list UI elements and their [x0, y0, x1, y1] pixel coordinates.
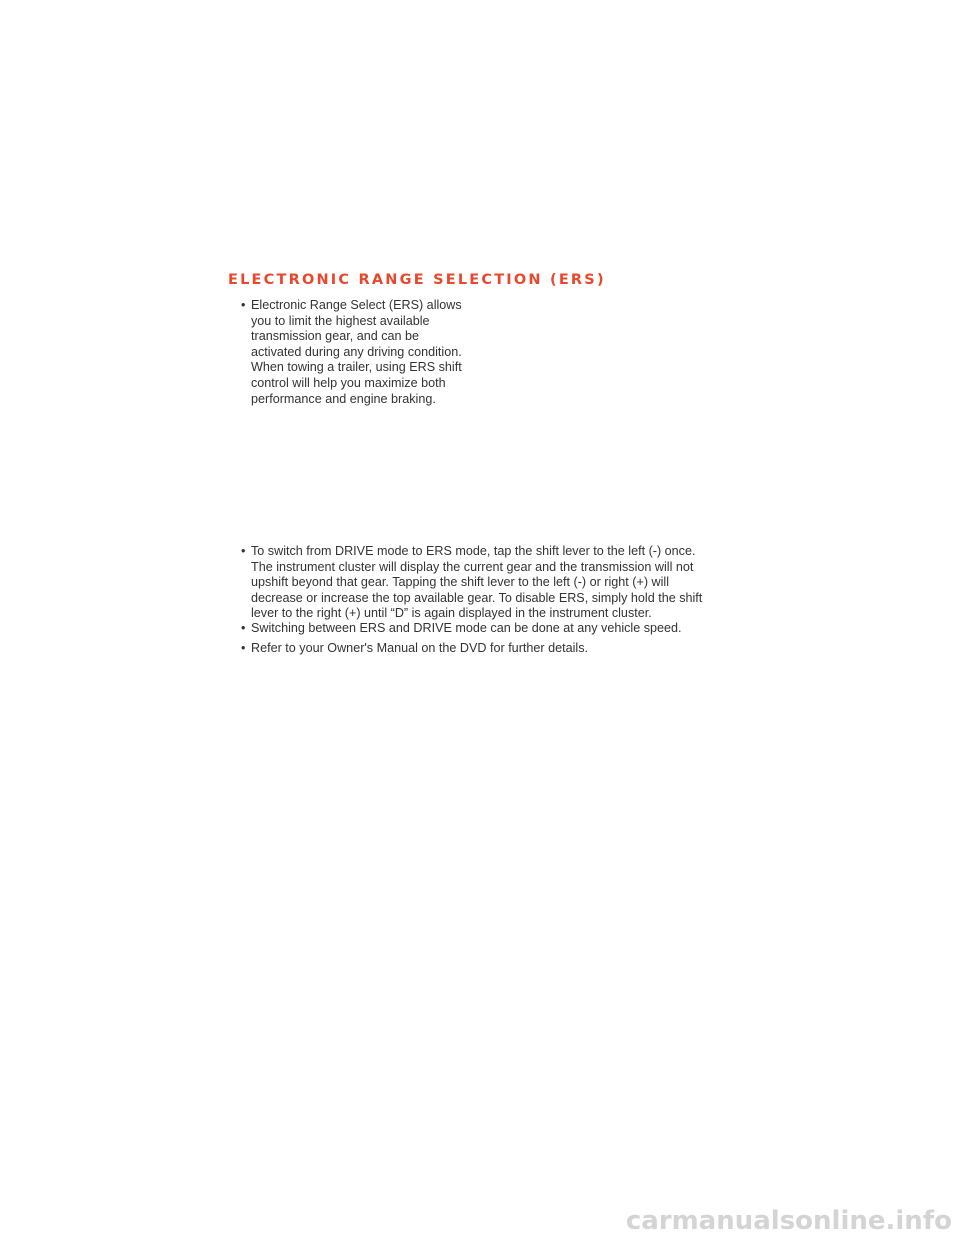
bullet-line: decrease or increase the top available gear. To disable ERS, simply hold the shift: [251, 590, 703, 605]
bullet-line: lever to the right (+) until “D” is again displayed in the instrument cluster.: [251, 606, 652, 621]
bullet-dot: •: [241, 641, 246, 655]
bullet-line: transmission gear, and can be: [251, 329, 420, 344]
bullet-switch-to-ers: [241, 544, 711, 622]
bullet-owners-manual: [241, 641, 711, 657]
bullet-line: Electronic Range Select (ERS) allows: [251, 298, 462, 312]
bullet-switching-speed: [241, 621, 711, 637]
bullet-line: The instrument cluster will display the current gear and the transmission will not: [251, 559, 694, 574]
bullet-line: Refer to your Owner's Manual on the DVD for further details.: [251, 641, 588, 655]
bullet-line: you to limit the highest available: [251, 313, 430, 328]
bullet-dot: •: [241, 298, 246, 312]
bullet-ers-overview: [241, 298, 471, 407]
bullet-line: To switch from DRIVE mode to ERS mode, tap the shift lever to the left (-) once.: [251, 544, 696, 558]
bullet-line: control will help you maximize both: [251, 375, 446, 390]
bullet-dot: •: [241, 621, 246, 635]
bullet-line: upshift beyond that gear. Tapping the shift lever to the left (-) or right (+) will: [251, 575, 670, 590]
bullet-dot: •: [241, 544, 246, 558]
section-title: ELECTRONIC RANGE SELECTION (ERS): [228, 272, 606, 288]
bullet-line: When towing a trailer, using ERS shift: [251, 360, 462, 375]
bullet-line: Switching between ERS and DRIVE mode can be done at any vehicle speed.: [251, 621, 682, 635]
watermark: carmanualsonline.info: [625, 1206, 952, 1236]
bullet-line: performance and engine braking.: [251, 391, 436, 406]
bullet-line: activated during any driving condition.: [251, 344, 462, 359]
